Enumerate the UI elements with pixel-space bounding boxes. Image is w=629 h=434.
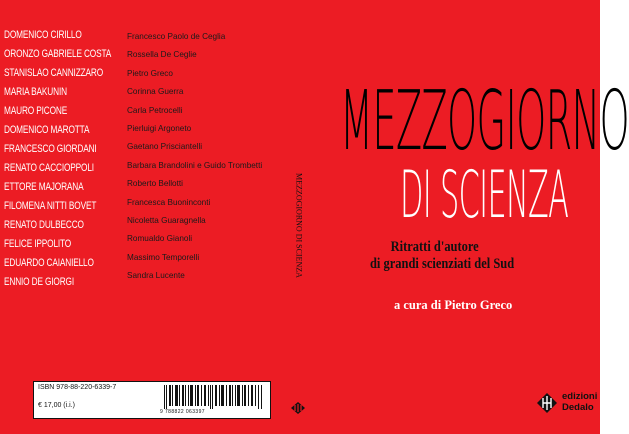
author-list <box>127 28 287 285</box>
barcode-digits: 9 788822 063397 <box>160 409 205 415</box>
scientist-name: EDUARDO CAIANIELLO <box>4 257 94 269</box>
scientist-name: ENNIO DE GIORGI <box>4 276 74 288</box>
publisher-line-2: Dedalo <box>562 402 594 413</box>
author-name: Nicoletta Guaragnella <box>127 215 206 225</box>
author-name: Gaetano Prisciantelli <box>127 142 203 152</box>
scientist-name: ETTORE MAJORANA <box>4 181 84 193</box>
author-name: Pierluigi Argoneto <box>127 123 192 133</box>
scientist-name: FRANCESCO GIORDANI <box>4 143 97 155</box>
dedalo-logo-icon <box>536 392 558 414</box>
author-name: Francesco Paolo de Ceglia <box>127 32 226 41</box>
scientist-name: MAURO PICONE <box>4 105 68 117</box>
title-line-2: DI SCIENZA <box>400 155 569 233</box>
spine-title <box>292 158 306 298</box>
scientist-name: RENATO DULBECCO <box>4 219 84 231</box>
title-line-1: MEZZOGIORNO <box>340 72 629 169</box>
scientist-name: DOMENICO MAROTTA <box>4 124 90 136</box>
author-name: Roberto Bellotti <box>127 179 183 189</box>
scientist-name: STANISLAO CANNIZZARO <box>4 67 104 79</box>
author-name: Pietro Greco <box>127 68 173 78</box>
author-name: Romualdo Gianoli <box>127 234 193 244</box>
isbn-box <box>33 381 271 419</box>
publisher-mark <box>536 391 598 419</box>
scientist-list <box>4 26 122 292</box>
scientist-name: MARIA BAKUNIN <box>4 86 67 98</box>
author-name: Barbara Brandolini e Guido Trombetti <box>127 160 263 170</box>
author-name: Francesca Buoninconti <box>127 197 211 207</box>
subtitle <box>370 239 542 273</box>
curator-credit: a cura di Pietro Greco <box>394 298 513 312</box>
subtitle-line-1: Ritratti d'autore <box>390 239 479 255</box>
scientist-name: DOMENICO CIRILLO <box>4 29 82 41</box>
publisher-logo-icon <box>290 401 306 415</box>
author-name: Rossella De Ceglie <box>127 50 197 60</box>
author-name: Massimo Temporelli <box>127 252 200 262</box>
scientist-name: FELICE IPPOLITO <box>4 238 72 250</box>
price: € 17,00 (i.i.) <box>38 402 75 409</box>
barcode-image <box>164 385 264 409</box>
author-name: Carla Petrocelli <box>127 105 183 115</box>
author-name: Corinna Guerra <box>127 87 184 97</box>
isbn-number: ISBN 978-88-220-6339-7 <box>38 384 117 391</box>
subtitle-line-2: di grandi scienziati del Sud <box>370 256 515 272</box>
spine-title-text: MEZZOGIORNO DI SCIENZA <box>294 173 304 278</box>
scientist-name: RENATO CACCIOPPOLI <box>4 162 94 174</box>
author-name: Sandra Lucente <box>127 271 185 281</box>
scientist-name: FILOMENA NITTI BOVET <box>4 200 97 212</box>
scientist-name: ORONZO GABRIELE COSTA <box>4 48 112 60</box>
publisher-name <box>562 391 597 413</box>
publisher-line-1: edizioni <box>562 391 598 402</box>
